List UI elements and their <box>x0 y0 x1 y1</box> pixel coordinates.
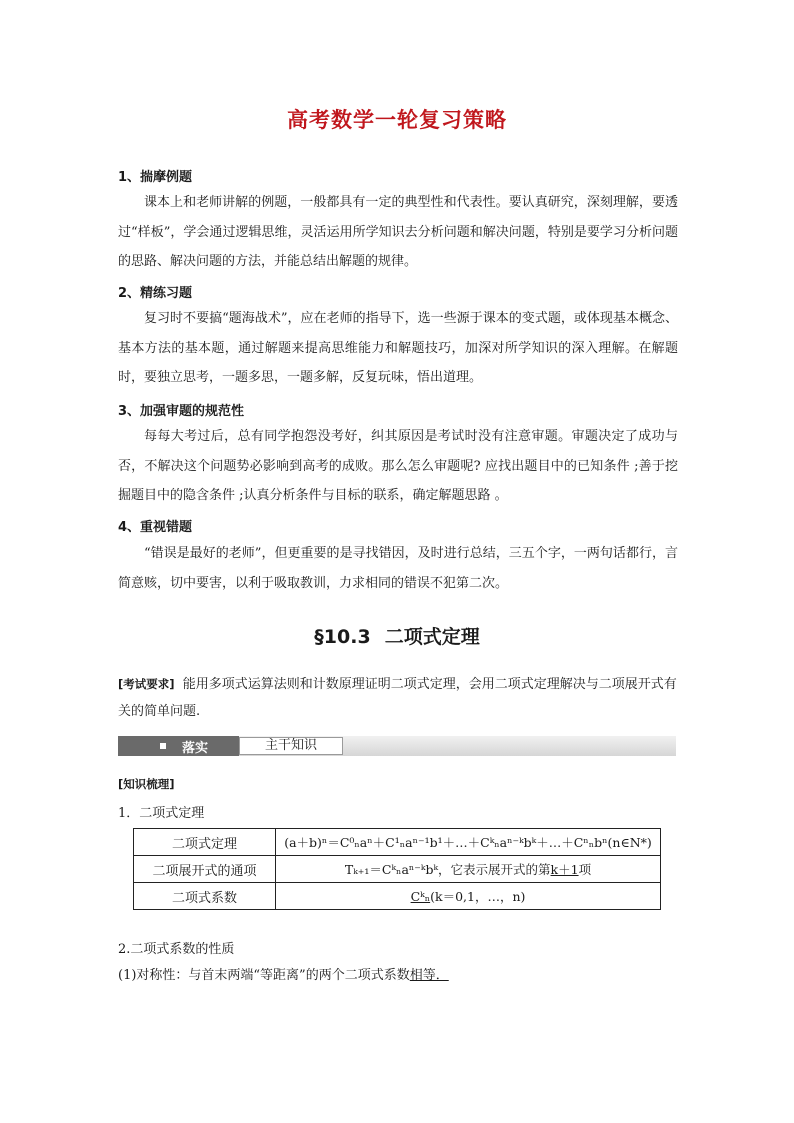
banner-light-label: 主干知识 <box>239 737 343 755</box>
section-paragraph-4: “错误是最好的老师”，但更重要的是寻找错因，及时进行总结，三五个字，一两句话都行，言简意赅，切中要害，以利于吸取教训，力求相同的错误不犯第二次。 <box>118 546 678 591</box>
banner-dark-block <box>118 736 239 756</box>
table-row <box>134 856 661 883</box>
table-label-cell: 二项展开式的通项 <box>134 856 276 883</box>
section-heading-2: 2、精练习题 <box>118 286 193 301</box>
exam-requirement-text: 能用多项式运算法则和计数原理证明二项式定理，会用二项式定理解决与二项展开式有关的简单问题. <box>118 677 677 719</box>
table-value-cell <box>276 883 661 910</box>
knowledge-heading: [知识梳理] <box>118 777 175 791</box>
property-symmetry-text: (1)对称性：与首末两端“等距离”的两个二项式系数 <box>118 968 410 983</box>
chapter-title <box>0 622 794 649</box>
section-heading-4: 4、重视错题 <box>118 520 193 535</box>
exam-requirement-tag: [考试要求] <box>118 677 175 691</box>
chapter-name: 二项式定理 <box>384 626 480 648</box>
table-value-cell <box>276 856 661 883</box>
table-label-cell: 二项式系数 <box>134 883 276 910</box>
fill-blank-answer: Cᵏₙ <box>410 889 431 904</box>
section-paragraph-1: 课本上和老师讲解的例题，一般都具有一定的典型性和代表性。要认真研究，深刻理解，要透过“样板”，学会通过逻辑思维，灵活运用所学知识去分析问题和解决问题，特别是要学习分析问题的思路、解决问题的方法，并能总结出解题的规律。 <box>118 195 678 269</box>
binomial-table <box>133 828 661 910</box>
subheading-coefficient-properties: 2.二项式系数的性质 <box>118 942 235 957</box>
fill-blank-answer: k＋1 <box>550 862 579 877</box>
subheading-binomial-theorem: 1．二项式定理 <box>118 806 205 821</box>
section-paragraph-2: 复习时不要搞“题海战术”，应在老师的指导下，选一些源于课本的变式题，或体现基本概念、基本方法的基本题，通过解题来提高思维能力和解题技巧，加深对所学知识的深入理解。在解题时，要独立思考，一题多思，一题多解，反复玩味，悟出道理。 <box>118 311 678 385</box>
general-term-text: Tₖ₊₁＝Cᵏₙaⁿ⁻ᵏbᵏ，它表示展开式的第 <box>344 862 551 877</box>
table-label-cell: 二项式定理 <box>134 829 276 856</box>
section-heading-3: 3、加强审题的规范性 <box>118 404 245 419</box>
fill-blank-answer: 相等． <box>409 968 449 983</box>
exam-requirement <box>118 671 678 725</box>
section-banner <box>118 736 676 756</box>
table-row <box>134 829 661 856</box>
section-heading-1: 1、揣摩例题 <box>118 170 193 185</box>
coefficient-range-text: (k＝0,1，…，n) <box>430 889 526 904</box>
chapter-number: §10.3 <box>314 626 371 648</box>
table-row <box>134 883 661 910</box>
page-title: 高考数学一轮复习策略 <box>287 108 507 132</box>
property-symmetry <box>118 964 449 983</box>
table-value-cell: (a＋b)ⁿ＝C⁰ₙaⁿ＋C¹ₙaⁿ⁻¹b¹＋…＋Cᵏₙaⁿ⁻ᵏbᵏ＋…＋Cⁿₙbⁿ(n∈N*) <box>276 829 661 856</box>
square-bullet-icon <box>160 743 166 749</box>
banner-dark-label: 落实 <box>182 741 209 756</box>
general-term-suffix: 项 <box>578 862 592 877</box>
section-paragraph-3: 每每大考过后，总有同学抱怨没考好，纠其原因是考试时没有注意审题。审题决定了成功与否，不解决这个问题势必影响到高考的成败。那么怎么审题呢? 应找出题目中的已知条件 ;善于挖掘题目中的隐含条件 ;认真分析条件与目标的联系，确定解题思路 。 <box>118 429 678 503</box>
